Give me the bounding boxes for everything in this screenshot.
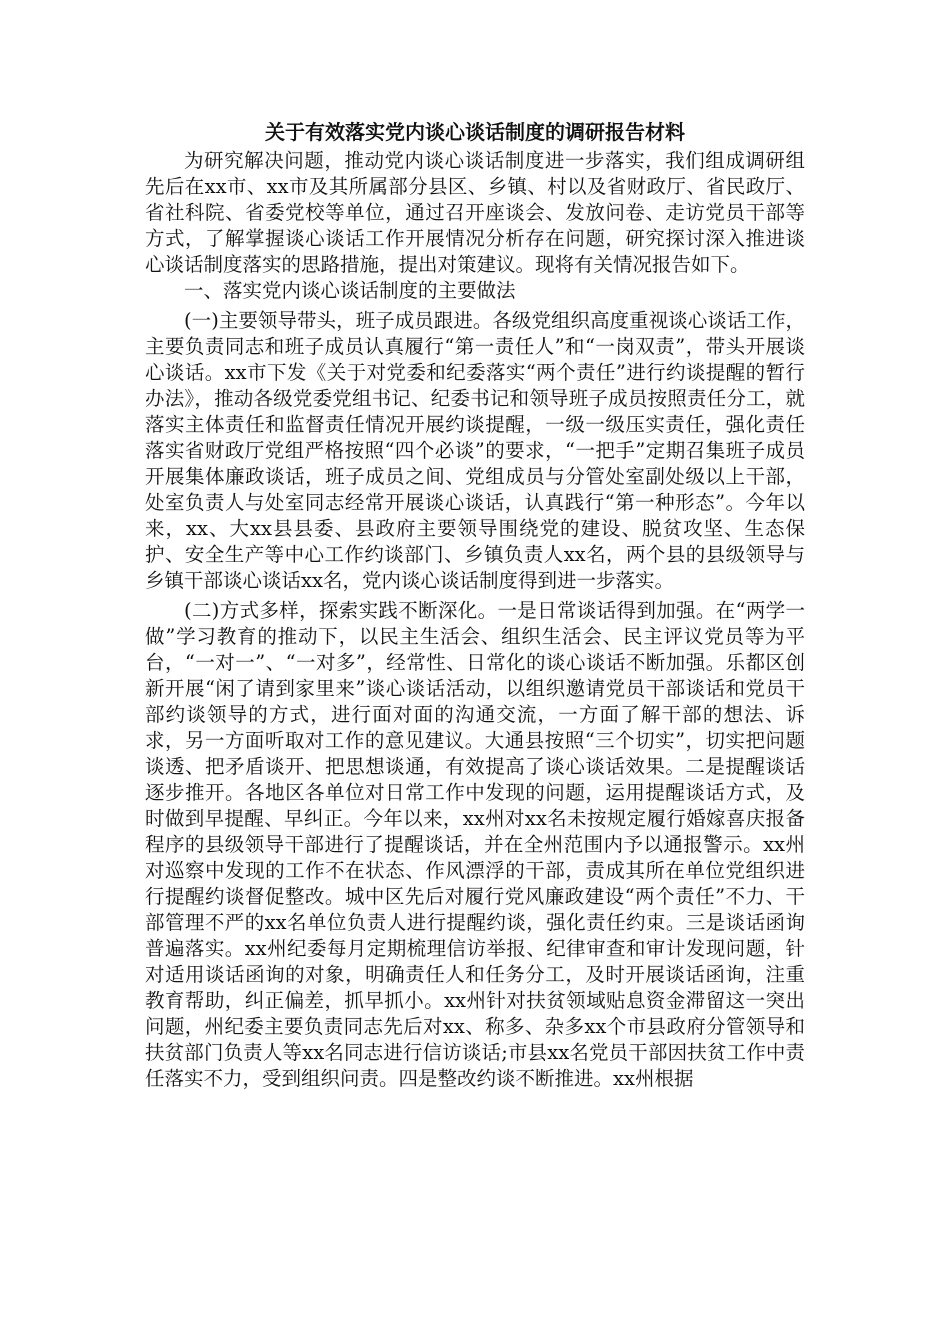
- paragraph-methods: (二)方式多样，探索实践不断深化。一是日常谈话得到加强。在“两学一做”学习教育的推动下，以民主生活会、组织生活会、民主评议党员等为平台，“一对一”、“一对多”，经常性、日常化的谈心谈话不断加强。乐都区创新开展“闲了请到家里来”谈心谈话活动，以组织邀请党员干部谈话和党员干部约谈领导的方式，进行面对面的沟通交流，一方面了解干部的想法、诉求，另一方面听取对工作的意见建议。大通县按照“三个切实”，切实把问题谈透、把矛盾谈开、把思想谈通，有效提高了谈心谈话效果。二是提醒谈话逐步推开。各地区各单位对日常工作中发现的问题，运用提醒谈话方式，及时做到早提醒、早纠正。今年以来，xx州对xx名未按规定履行婚嫁喜庆报备程序的县级领导干部进行了提醒谈话，并在全州范围内予以通报警示。xx州对巡察中发现的工作不在状态、作风漂浮的干部，责成其所在单位党组织进行提醒约谈督促整改。城中区先后对履行党风廉政建设“两个责任”不力、干部管理不严的xx名单位负责人进行提醒约谈，强化责任约束。三是谈话函询普遍落实。xx州纪委每月定期梳理信访举报、纪律审查和审计发现问题，针对适用谈话函询的对象，明确责任人和任务分工，及时开展谈话函询，注重教育帮助，纠正偏差，抓早抓小。xx州针对扶贫领域贴息资金滞留这一突出问题，州纪委主要负责同志先后对xx、称多、杂多xx个市县政府分管领导和扶贫部门负责人等xx名同志进行信访谈话;市县xx名党员干部因扶贫工作中责任落实不力，受到组织问责。四是整改约谈不断推进。xx州根据: [145, 599, 805, 1090]
- paragraph-intro: 为研究解决问题，推动党内谈心谈话制度进一步落实，我们组成调研组先后在xx市、xx市及其所属部分县区、乡镇、村以及省财政厅、省民政厅、省社科院、省委党校等单位，通过召开座谈会、发放问卷、走访党员干部等方式，了解掌握谈心谈话工作开展情况分析存在问题，研究探讨深入推进谈心谈话制度落实的思路措施，提出对策建议。现将有关情况报告如下。: [145, 149, 805, 276]
- document-title: 关于有效落实党内谈心谈话制度的调研报告材料: [265, 120, 685, 144]
- paragraph-leadership: (一)主要领导带头，班子成员跟进。各级党组织高度重视谈心谈话工作，主要负责同志和班子成员认真履行“第一责任人”和“一岗双责”，带头开展谈心谈话。xx市下发《关于对党委和纪委落实“两个责任”进行约谈提醒的暂行办法》，推动各级党委党组书记、纪委书记和领导班子成员按照责任分工，就落实主体责任和监督责任情况开展约谈提醒，一级一级压实责任，强化责任落实省财政厅党组严格按照“四个必谈”的要求，“一把手”定期召集班子成员开展集体廉政谈话，班子成员之间、党组成员与分管处室副处级以上干部，处室负责人与处室同志经常开展谈心谈话，认真践行“第一种形态”。今年以来，xx、大xx县县委、县政府主要领导围绕党的建设、脱贫攻坚、生态保护、安全生产等中心工作约谈部门、乡镇负责人xx名，两个县的县级领导与乡镇干部谈心谈话xx名，党内谈心谈话制度得到进一步落实。: [145, 309, 805, 592]
- section-heading-main-practices: 一、落实党内谈心谈话制度的主要做法: [184, 279, 516, 302]
- document-page: [145, 118, 805, 1092]
